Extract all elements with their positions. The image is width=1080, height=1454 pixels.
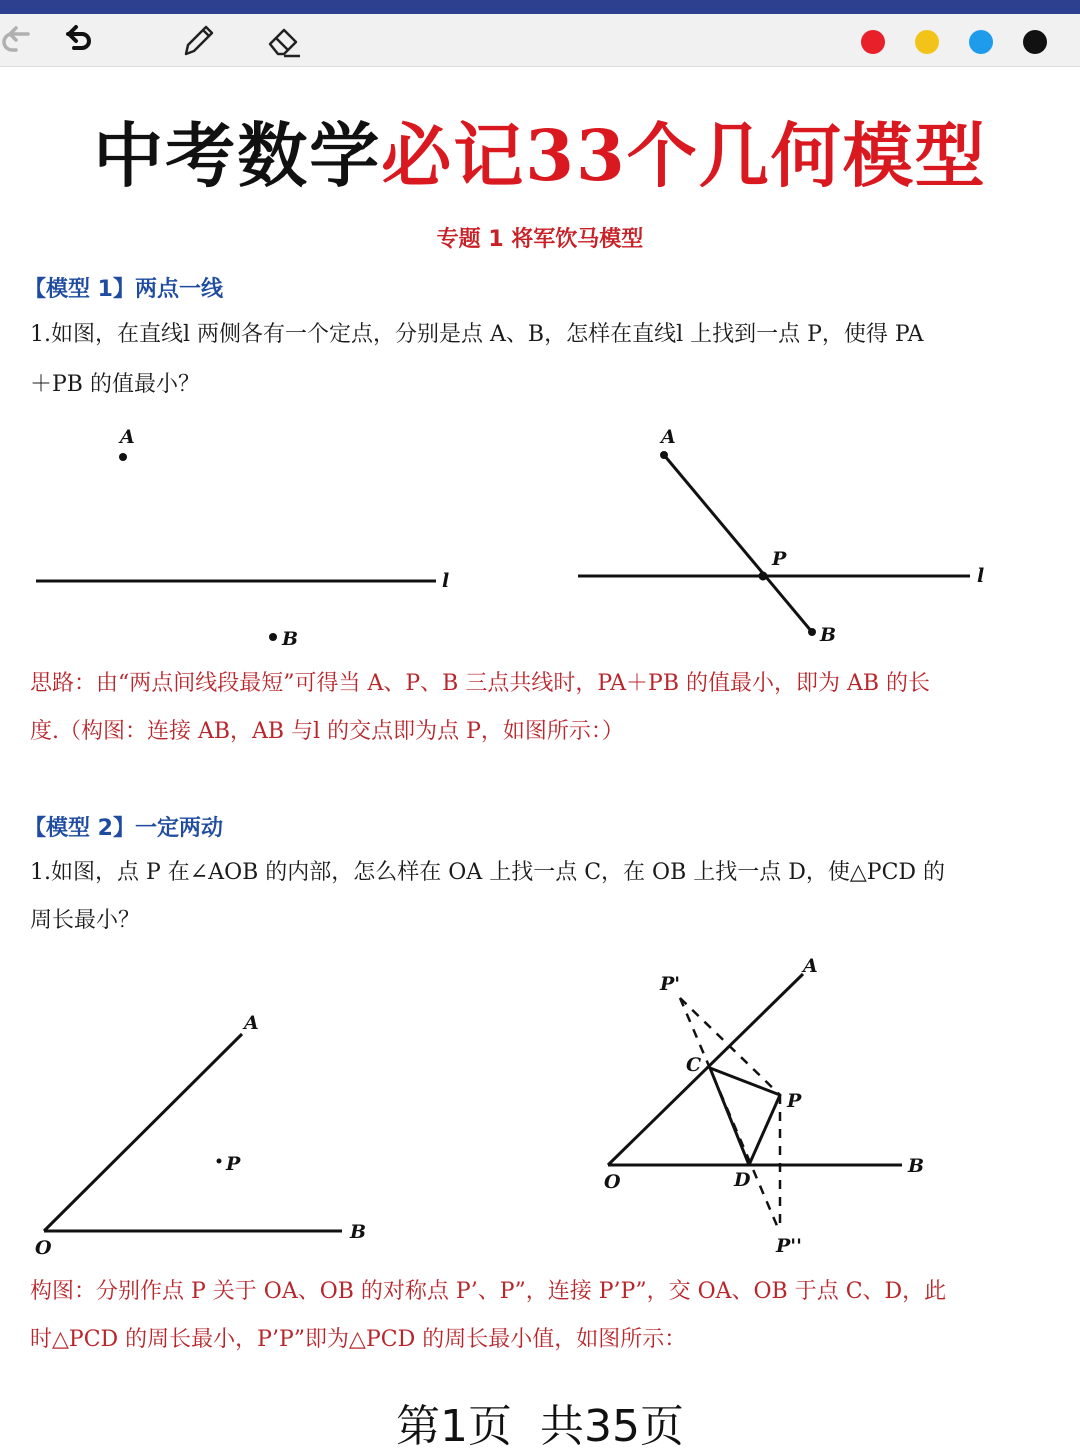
model2-figure-left: [0, 1000, 540, 1265]
label-c: C: [686, 1054, 702, 1076]
point-p-dot: [217, 1159, 222, 1164]
model2-question-line2: 周长最小？: [30, 908, 141, 933]
title-red-part: 必记33个几何模型: [381, 114, 987, 197]
topic-subtitle: 专题 1 将军饮马模型: [436, 227, 644, 252]
label-a: A: [803, 955, 818, 977]
label-a: A: [244, 1012, 259, 1034]
label-b: B: [350, 1221, 367, 1243]
point-p-dot: [759, 572, 768, 581]
label-a: A: [120, 426, 135, 448]
page-indicator: 第1页 共35页: [396, 1401, 684, 1452]
model1-analysis-line2: 度.（构图：连接 AB，AB 与l 的交点即为点 P，如图所示：）: [30, 719, 624, 744]
label-b: B: [820, 624, 837, 646]
ray-oa: [608, 974, 803, 1165]
model1-analysis-line1: 思路：由“两点间线段最短”可得当 A、P、B 三点共线时，PA＋PB 的值最小，即为 AB 的长: [30, 671, 931, 696]
model2-analysis-line1: 构图：分别作点 P 关于 OA、OB 的对称点 P’、P”，连接 P’P”，交 OA、OB 于点 C、D，此: [30, 1279, 947, 1304]
label-p: P: [226, 1153, 241, 1175]
point-a-dot: [119, 453, 127, 461]
model2-analysis-line2: 时△PCD 的周长最小，P’P”即为△PCD 的周长最小值，如图所示：: [30, 1327, 687, 1352]
color-swatch-blue[interactable]: [969, 30, 993, 54]
label-b: B: [282, 628, 299, 650]
model2-question-line1: 1.如图，点 P 在∠AOB 的内部，怎么样在 OA 上找一点 C，在 OB 上找一点 D，使△PCD 的: [30, 860, 946, 885]
eraser-icon[interactable]: [264, 20, 304, 60]
undo-icon[interactable]: [0, 20, 40, 60]
label-p-prime: P': [660, 973, 681, 995]
model1-figure-right: [540, 415, 1080, 660]
ray-oa: [44, 1034, 242, 1231]
model1-figure-left: [0, 415, 540, 660]
point-b-dot: [269, 633, 277, 641]
model2-figure-right: [540, 950, 1080, 1260]
label-d: D: [734, 1169, 751, 1191]
point-b-dot: [808, 628, 816, 636]
page-title: [0, 100, 1080, 201]
color-swatch-red[interactable]: [861, 30, 885, 54]
label-l: l: [442, 570, 450, 592]
model1-heading: 【模型 1】两点一线: [24, 277, 223, 302]
label-p: P: [787, 1090, 802, 1112]
point-a-dot: [660, 451, 668, 459]
label-l: l: [977, 565, 985, 587]
triangle-pcd: [710, 1068, 780, 1165]
redo-icon[interactable]: [56, 20, 96, 60]
annotation-toolbar: [0, 14, 1080, 67]
label-p: P: [772, 548, 787, 570]
model1-question-line1: 1.如图，在直线l 两侧各有一个定点，分别是点 A、B，怎样在直线l 上找到一点 P，使得 PA: [30, 322, 924, 347]
segment-ab: [664, 455, 812, 632]
color-swatch-yellow[interactable]: [915, 30, 939, 54]
model1-question-line2: ＋PB 的值最小？: [30, 372, 200, 397]
label-a: A: [661, 426, 676, 448]
label-b: B: [908, 1155, 925, 1177]
label-p-double-prime: P'': [776, 1235, 802, 1257]
pencil-icon[interactable]: [178, 20, 218, 60]
label-o: O: [604, 1171, 621, 1193]
label-o: O: [35, 1237, 52, 1259]
color-swatch-black[interactable]: [1023, 30, 1047, 54]
model2-heading: 【模型 2】一定两动: [24, 816, 223, 841]
title-black-part: 中考数学: [93, 114, 382, 197]
top-accent-bar: [0, 0, 1080, 14]
